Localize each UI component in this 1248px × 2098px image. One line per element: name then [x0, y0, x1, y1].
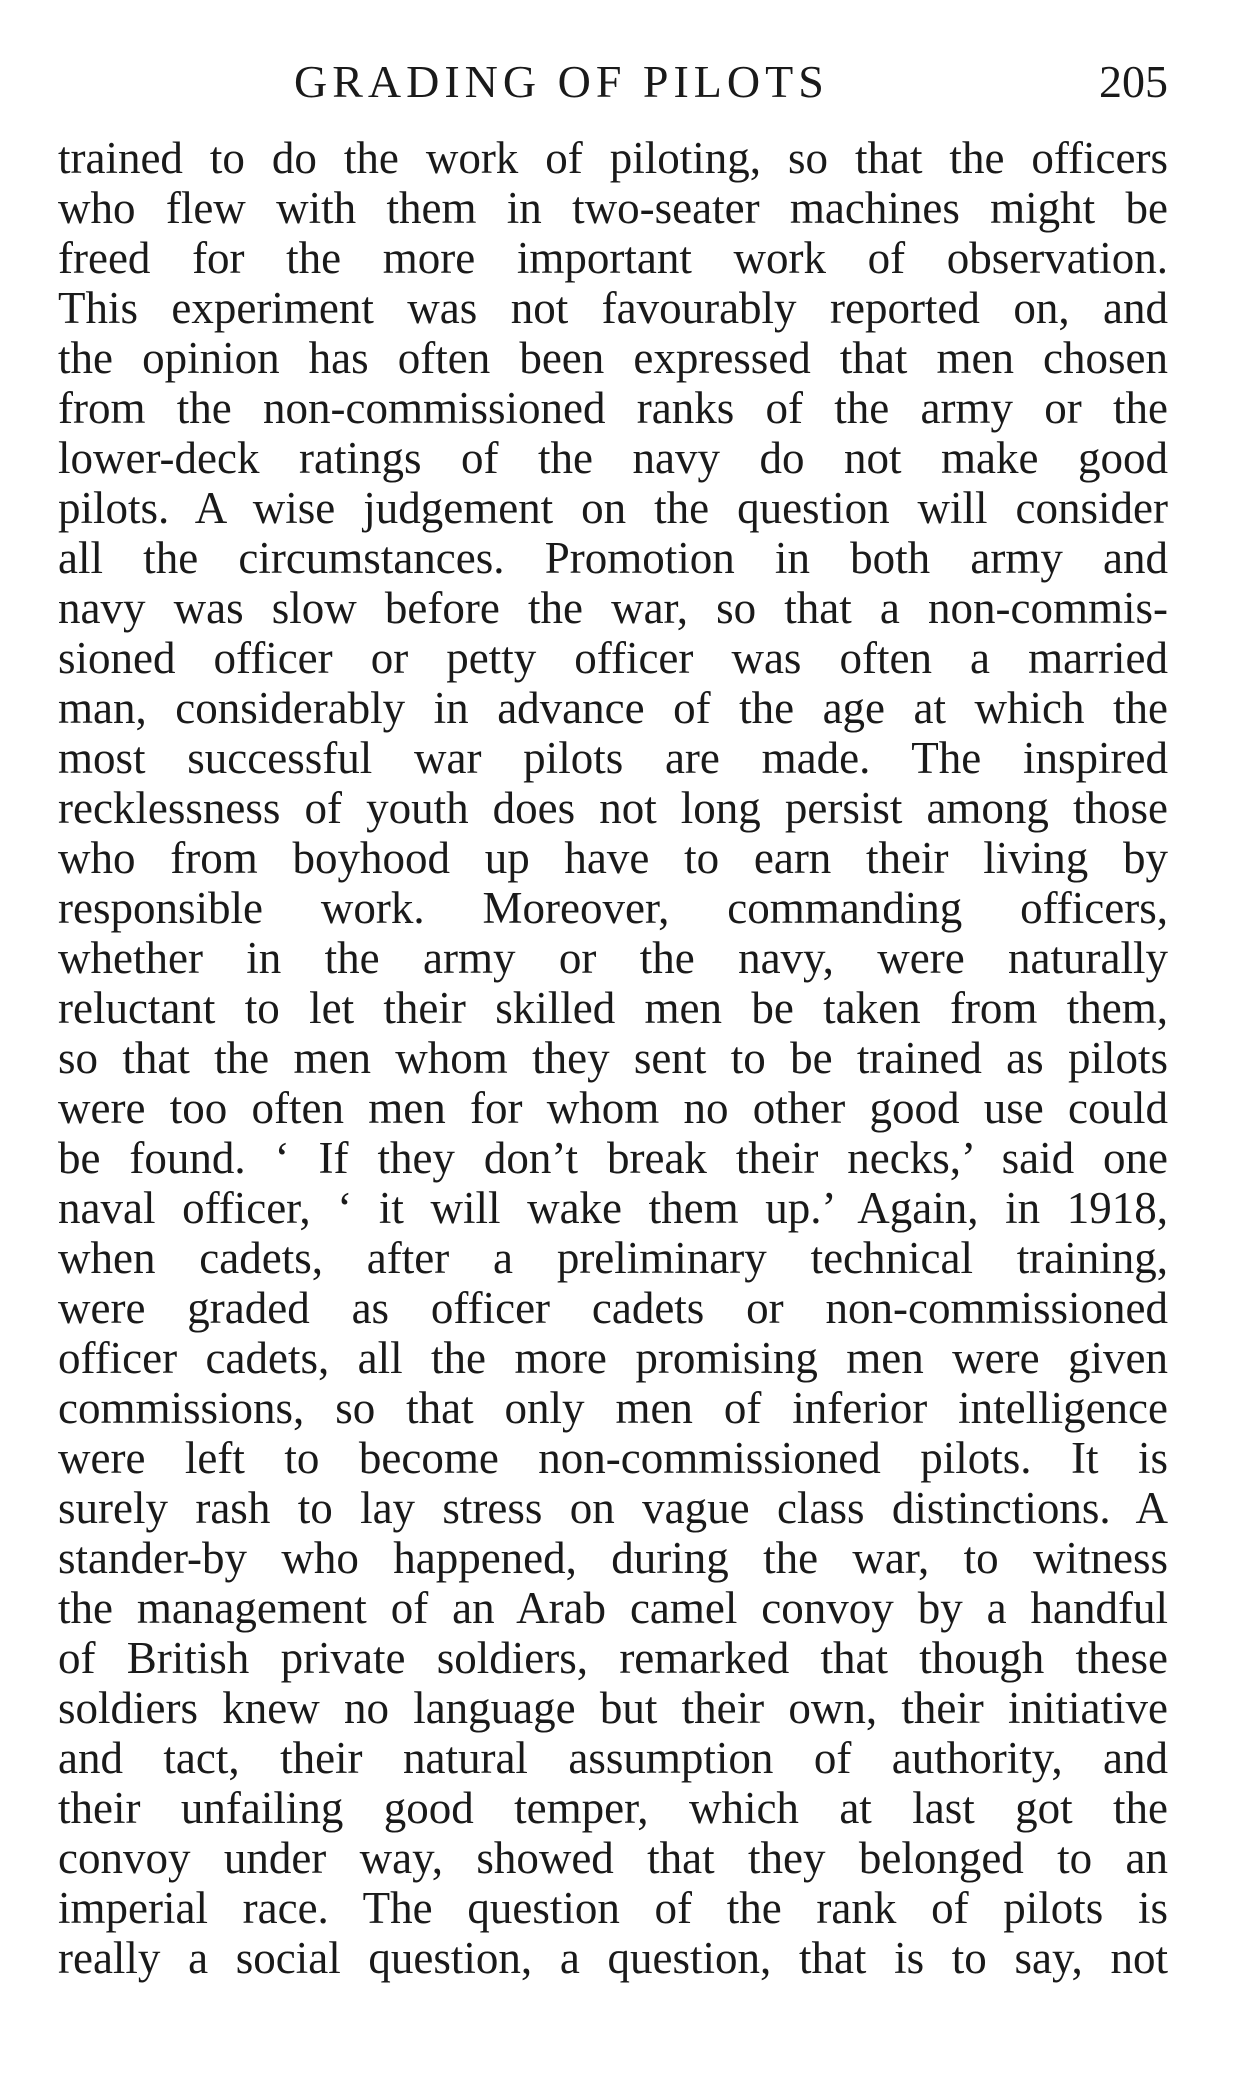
text-line: from the non-commissioned ranks of the army or the: [58, 383, 1168, 433]
text-line: were graded as officer cadets or non-commissioned: [58, 1283, 1168, 1333]
text-line: naval officer, ‘ it will wake them up.’ Again, in 1918,: [58, 1183, 1168, 1233]
text-line: their unfailing good temper, which at last got the: [58, 1783, 1168, 1833]
text-line: soldiers knew no language but their own, their initiative: [58, 1683, 1168, 1733]
text-line: commissions, so that only men of inferior intelligence: [58, 1383, 1168, 1433]
text-line: man, considerably in advance of the age at which the: [58, 683, 1168, 733]
text-line: and tact, their natural assumption of authority, and: [58, 1733, 1168, 1783]
body-text: [58, 133, 1168, 1983]
text-line: recklessness of youth does not long persist among those: [58, 783, 1168, 833]
text-line: were left to become non-commissioned pilots. It is: [58, 1433, 1168, 1483]
text-line: really a social question, a question, that is to say, not: [58, 1933, 1168, 1983]
text-line: all the circumstances. Promotion in both army and: [58, 533, 1168, 583]
text-line: sioned officer or petty officer was often a married: [58, 633, 1168, 683]
text-line: most successful war pilots are made. The inspired: [58, 733, 1168, 783]
running-title: GRADING OF PILOTS: [294, 56, 829, 107]
text-line: reluctant to let their skilled men be taken from them,: [58, 983, 1168, 1033]
text-line: convoy under way, showed that they belonged to an: [58, 1833, 1168, 1883]
text-line: who from boyhood up have to earn their living by: [58, 833, 1168, 883]
text-line: This experiment was not favourably reported on, and: [58, 283, 1168, 333]
text-line: be found. ‘ If they don’t break their necks,’ said one: [58, 1133, 1168, 1183]
text-line: pilots. A wise judgement on the question will consider: [58, 483, 1168, 533]
text-line: whether in the army or the navy, were naturally: [58, 933, 1168, 983]
running-head: [58, 52, 1168, 112]
text-line: stander-by who happened, during the war, to witness: [58, 1533, 1168, 1583]
text-line: trained to do the work of piloting, so that the officers: [58, 133, 1168, 183]
text-line: officer cadets, all the more promising men were given: [58, 1333, 1168, 1383]
text-line: when cadets, after a preliminary technical training,: [58, 1233, 1168, 1283]
text-line: responsible work. Moreover, commanding officers,: [58, 883, 1168, 933]
page-number: 205: [1099, 56, 1168, 107]
text-line: of British private soldiers, remarked that though these: [58, 1633, 1168, 1683]
text-line: who flew with them in two-seater machines might be: [58, 183, 1168, 233]
text-line: so that the men whom they sent to be trained as pilots: [58, 1033, 1168, 1083]
text-line: freed for the more important work of observation.: [58, 233, 1168, 283]
text-line: surely rash to lay stress on vague class distinctions. A: [58, 1483, 1168, 1533]
text-line: the opinion has often been expressed that men chosen: [58, 333, 1168, 383]
text-line: lower-deck ratings of the navy do not make good: [58, 433, 1168, 483]
text-line: were too often men for whom no other good use could: [58, 1083, 1168, 1133]
text-line: imperial race. The question of the rank of pilots is: [58, 1883, 1168, 1933]
text-line: navy was slow before the war, so that a non-commis-: [58, 583, 1168, 633]
text-line: the management of an Arab camel convoy by a handful: [58, 1583, 1168, 1633]
